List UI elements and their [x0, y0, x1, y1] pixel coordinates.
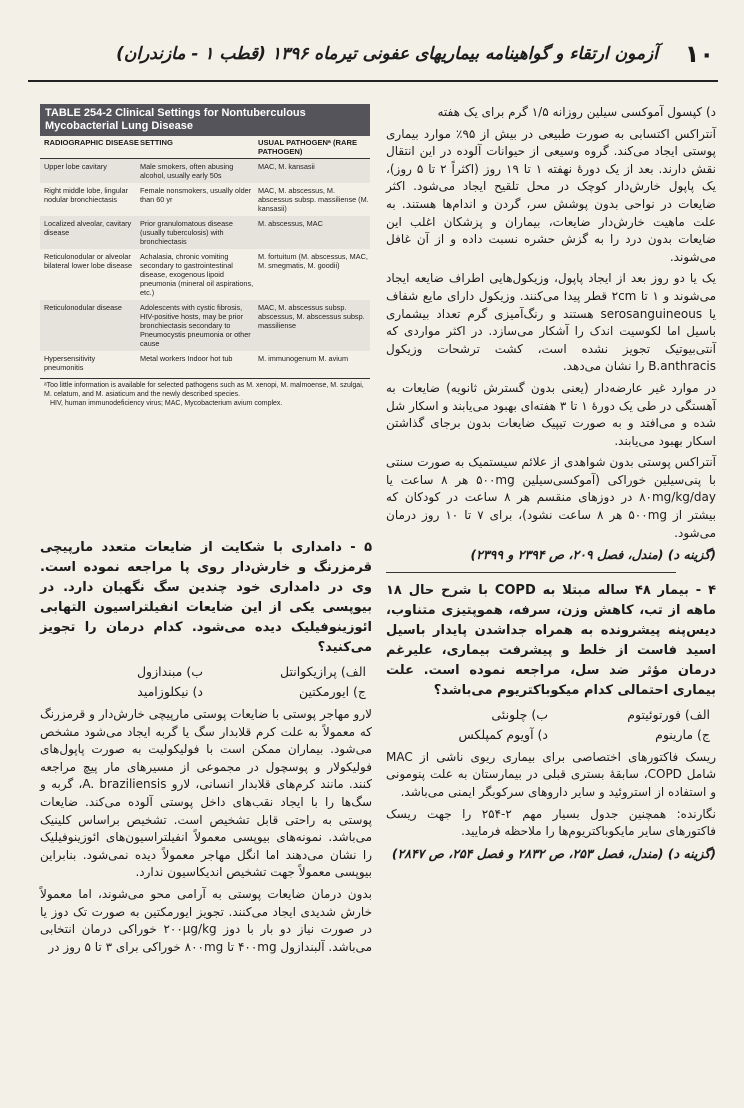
table-cell: Female nonsmokers, usually older than 60 yr — [140, 186, 252, 204]
question-4: ۴ - بیمار ۴۸ ساله مبتلا به COPD با شرح حال ۱۸ ماهه از تب، کاهش وزن، سرفه، هموپتیزی متناوب، دیس‌پنه پیشرونده به همراه جداشدن پایدار باسیل اسید فاست از خلط و پیشرفت بیماری، علیرغم درمان مؤثر ضد سل، مراجعه نموده است. علت بیماری احتمالی کدام میکوباکتریوم می‌باشد؟ — [386, 582, 716, 698]
table-cell: M. immunogenum M. avium — [258, 354, 349, 363]
paragraph: آنتراکس اکتسابی به صورت طبیعی در بیش از ۹۵٪ موارد بیماری پوستی ایجاد می‌کند. گروه وسیعی از حیوانات آلوده در این انتقال نقش دارند. بعد از یک دورهٔ نهفته ۱ تا ۱۹ روز (اکثراً ۲ تا ۵ روز)، یک پاپول خارش‌دار کوچک در محل تلقیح ایجاد می‌شود. اکثر ضایعات در نواحی بدون پوشش سر، گردن و اندام‌ها هستند. به علت ماهیت خارش‌دار ضایعات، بیماران و پزشکان اغلب این ضایعات بدون درد را به گزش حشره نسبت داده و از آن غافل می‌شوند. — [386, 126, 716, 264]
table-cell: MAC, M. abscessus, M. abscessus subsp. massiliense (M. kansasii) — [258, 186, 369, 213]
table-col-pathogen: USUAL PATHOGENᵃ (RARE PATHOGEN) — [258, 138, 358, 156]
question-5: ۵ - دامداری با شکایت از ضایعات متعدد مارپیچی قرمزرنگ و خارش‌دار روی پا مراجعه نموده است. وی در دامداری خود چندین سگ نگهبان دارد. در بیوپسی یکی از این ضایعات انفیلتراسیون التهابی ائوزینوفیلیک دیده می‌شود. کدام درمان را تجویز می‌کنید؟ — [40, 540, 372, 655]
table-cell: M. abscessus, MAC — [258, 219, 323, 228]
table-cell: Achalasia, chronic vomiting secondary to gastrointestinal disease, exogenous lipoid pneumonia (mineral oil aspirations, etc.) — [140, 252, 254, 297]
table-cell: M. fortuitum (M. abscessus, MAC, M. smegmatis, M. goodii) — [258, 252, 368, 270]
paragraph: لارو مهاجر پوستی با ضایعات پوستی مارپیچی خارش‌دار و قرمزرنگ که معمولاً به علت کرم قلابدار سگ یا گربه ایجاد می‌شود مشخص می‌شود. بیماران ممکن است با فولیکولیت به صورت پاپول‌های فولیکولار و پوسچول در مجموعی از مسیرهای مار پیچ مراجعه کنند. مانند کرم‌های قلابدار انسانی، لارو A. braziliensis، گربه و سگ‌ها را با ایجاد نقب‌های داخل پوستی آلوده می‌کند. ضایعات پوستی به راحتی قابل تشخیص است. تشخیص براساس کلینیک می‌باشد. نمونه‌های بیوپسی معمولاً انفیلتراسیون‌های ائوزینوفیلیک را نشان می‌دهند اما انگل مهاجر معمولاً دیده نمی‌شود. بنابراین بیوپسی معمولاً جهت تشخیص اندیکاسیون ندارد. — [40, 707, 372, 880]
table-row — [40, 300, 370, 351]
question-4-options — [386, 705, 716, 745]
left-column — [40, 538, 372, 960]
table-row — [40, 351, 370, 375]
right-column — [386, 104, 716, 866]
table-cell: Upper lobe cavitary — [44, 162, 107, 171]
paragraph: بدون درمان ضایعات پوستی به آرامی محو می‌شوند، اما معمولاً خارش شدیدی ایجاد می‌کنند. تجویز ایورمکتین به صورت تک دوز یا در صورت نیاز دو بار با دوز ۲۰۰μg/kg خوراکی درمان انتخابی می‌باشد. آلبندازول ۴۰۰mg تا ۸۰۰mg خوراکی برای ۳ تا ۵ روز در — [40, 886, 373, 954]
question-5-options — [40, 662, 372, 702]
table-header-row — [40, 136, 370, 159]
option-c: ج) ایورمکتین — [298, 684, 366, 699]
option-a: الف) پرازیکوانتل — [280, 664, 366, 679]
table-cell: Prior granulomatous disease (usually tuberculosis) with bronchiectasis — [140, 219, 233, 246]
option-b: ب) چلونئی — [491, 706, 548, 722]
table-row — [40, 183, 370, 216]
clinical-settings-table — [40, 104, 370, 496]
page-number: ۱۰ — [684, 40, 714, 68]
option-b: ب) مبندازول — [136, 664, 203, 679]
option-c: ج) مارینوم — [655, 726, 710, 742]
option-a: الف) فورتوئیتوم — [627, 706, 710, 722]
option-d: د) نیکلوزامید — [137, 684, 203, 699]
table-row — [40, 249, 370, 300]
table-cell: Right middle lobe, lingular nodular bronchiectasis — [44, 186, 128, 204]
header-title: آزمون ارتقاء و گواهینامه بیماریهای عفونی تیرماه ۱۳۹۶ (قطب ۱ - مازندران) — [116, 44, 658, 64]
table-col-setting: SETTING — [140, 138, 173, 147]
table-cell: MAC, M. kansasii — [258, 162, 315, 171]
question-divider — [386, 572, 676, 573]
table-cell: Metal workers Indoor hot tub — [140, 354, 233, 363]
table-cell: Adolescents with cystic fibrosis, HIV-positive hosts, may be prior bronchiectasis secondary to Pneumocystis pneumonia or other cause — [140, 303, 251, 348]
answer-reference: (گزینه د) (مندل، فصل ۲۵۳، ص ۲۸۳۲ و فصل ۲۵۴، ص ۲۸۴۷) — [391, 845, 716, 861]
table-row — [40, 216, 370, 249]
table-row — [40, 159, 370, 183]
paragraph: ریسک فاکتورهای اختصاصی برای بیماری ریوی ناشی از MAC شامل COPD، سابقهٔ بستری قبلی در بیمارستان به علت پنومونی و استفاده از استروئید و سایر داروهای سرکوبگر ایمنی می‌باشد. — [386, 749, 717, 800]
table-abbreviations: HIV, human immunodeficiency virus; MAC, Mycobacterium avium complex. — [50, 400, 283, 407]
table-cell: Reticulonodular or alveolar bilateral lower lobe disease — [44, 252, 133, 270]
table-cell: Male smokers, often abusing alcohol, usually early 50s — [140, 162, 234, 180]
paragraph: در موارد غیر عارضه‌دار (یعنی بدون گسترش ثانویه) ضایعات به آهستگی در طی یک دورهٔ ۱ تا ۳ هفته‌ای بهبود می‌یابند و اسکار شل شده و می‌افتد و به صورت تیپیک ضایعات بدون برجای گذاشتن اسکار بهبود می‌یابند. — [386, 380, 716, 448]
table-cell: Hypersensitivity pneumonitis — [44, 354, 96, 372]
page-header — [28, 38, 718, 82]
table-body — [40, 159, 370, 375]
paragraph: یک یا دو روز بعد از ایجاد پاپول، وزیکول‌هایی اطراف ضایعه ایجاد می‌شوند و ۱ تا ۲cm قطر پیدا می‌کنند. وزیکول دارای مایع شفاف یا serosanguineous هستند و رنگ‌آمیزی گرم تعداد بیشماری باسیل اما لکوسیت اندک را آشکار می‌سازد. در اکثر مواردی که آنتی‌بیوتیک تجویز نشده است، کشت ترشحات وزیکول B.anthracis را نشان می‌دهد. — [386, 271, 717, 374]
table-cell: MAC, M. abscessus subsp. abscessus, M. abscessus subsp. massiliense — [258, 303, 365, 330]
table-cell: Localized alveolar, cavitary disease — [44, 219, 132, 237]
table-cell: Reticulonodular disease — [44, 303, 122, 312]
paragraph: آنتراکس پوستی بدون شواهدی از علائم سیستمیک به صورت سنتی با پنی‌سیلین خوراکی (آموکسی‌سیلین ۵۰۰mg هر ۸ ساعت یا ۸۰mg/kg/day در دوزهای منقسم هر ۸ ساعت در کودکان که بیشتر از ۵۰۰mg هر ۸ ساعت نشود)، برای ۷ تا ۱۰ روز درمان می‌شود. — [386, 455, 717, 540]
paragraph: نگارنده: همچنین جدول بسیار مهم ۲-۲۵۴ را جهت ریسک فاکتورهای سایر مایکوباکتریوم‌ها را ملاحظه فرمایید. — [386, 806, 717, 839]
option-d-text: د) کپسول آموکسی سیلین روزانه ۱/۵ گرم برای یک هفته — [437, 105, 716, 119]
table-col-disease: RADIOGRAPHIC DISEASE — [44, 138, 139, 147]
table-title: TABLE 254-2 Clinical Settings for Nontuberculous Mycobacterial Lung Disease — [40, 104, 370, 136]
option-d: د) آویوم کمپلکس — [458, 726, 548, 742]
table-footnote: ᵃToo little information is available for selected pathogens such as M. xenopi, M. malmoense, M. szulgai, M. celatum, and M. asiaticum and the newly described species. — [40, 378, 370, 399]
answer-reference: (گزینه د) (مندل، فصل ۲۰۹، ص ۲۳۹۴ و ۲۳۹۹) — [470, 547, 716, 563]
